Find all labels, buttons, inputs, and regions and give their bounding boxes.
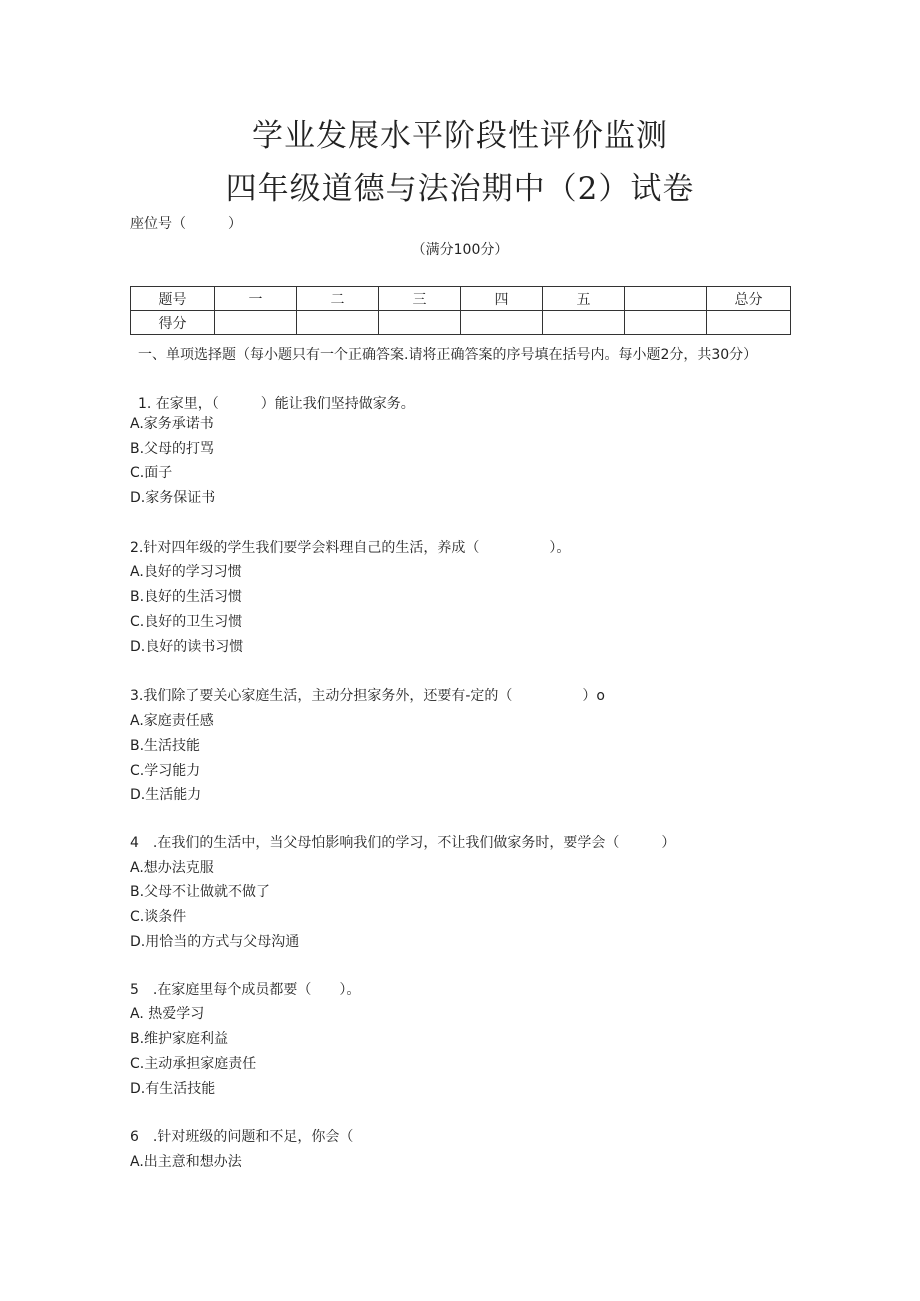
table-cell: 题号 — [131, 287, 215, 311]
question-text: 1. 在家里，（ ）能让我们坚持做家务。 — [138, 396, 415, 412]
exam-title: 学业发展水平阶段性评价监测 — [252, 118, 668, 154]
seat-number: 座位号（ ） — [130, 216, 242, 232]
exam-subtitle: 四年级道德与法治期中（2）试卷 — [225, 171, 695, 207]
table-cell — [297, 311, 379, 335]
table-cell — [215, 311, 297, 335]
table-cell: 二 — [297, 287, 379, 311]
table-cell — [625, 311, 707, 335]
question-text: 3.我们除了要关心家庭生活，主动分担家务外，还要有-定的（ ）o — [130, 688, 605, 704]
table-cell — [625, 287, 707, 311]
score-table — [130, 286, 791, 335]
table-cell — [707, 311, 791, 335]
option-text: D.有生活技能 — [130, 1081, 216, 1097]
option-text: C.面子 — [130, 465, 173, 481]
option-text: C.良好的卫生习惯 — [130, 614, 243, 630]
option-text: D.良好的读书习惯 — [130, 639, 244, 655]
option-text: C.主动承担家庭责任 — [130, 1056, 257, 1072]
option-text: C.谈条件 — [130, 909, 187, 925]
option-text: B.维护家庭利益 — [130, 1031, 229, 1047]
option-text: D.家务保证书 — [130, 490, 216, 506]
option-text: D.生活能力 — [130, 787, 202, 803]
option-text: D.用恰当的方式与父母沟通 — [130, 934, 300, 950]
option-text: A.家庭责任感 — [130, 713, 214, 729]
option-text: A.出主意和想办法 — [130, 1154, 242, 1170]
table-cell: 一 — [215, 287, 297, 311]
table-cell: 总分 — [707, 287, 791, 311]
option-text: A. 热爱学习 — [130, 1006, 205, 1022]
option-text: B.生活技能 — [130, 738, 201, 754]
table-cell — [379, 311, 461, 335]
option-text: B.父母的打骂 — [130, 441, 215, 457]
table-cell: 得分 — [131, 311, 215, 335]
option-text: B.良好的生活习惯 — [130, 589, 243, 605]
question-text: 5 .在家庭里每个成员都要（ ）。 — [130, 982, 361, 998]
question-text: 2.针对四年级的学生我们要学会料理自己的生活，养成（ ）。 — [130, 540, 571, 556]
table-cell: 五 — [543, 287, 625, 311]
option-text: C.学习能力 — [130, 763, 201, 779]
question-text: 6 .针对班级的问题和不足，你会（ — [130, 1129, 354, 1145]
option-text: A.想办法克服 — [130, 860, 214, 876]
question-text: 4 .在我们的生活中，当父母怕影响我们的学习，不让我们做家务时，要学会（ ） — [130, 835, 676, 851]
full-score: （满分100分） — [411, 242, 509, 258]
option-text: B.父母不让做就不做了 — [130, 884, 271, 900]
option-text: A.良好的学习习惯 — [130, 564, 242, 580]
table-cell: 三 — [379, 287, 461, 311]
option-text: A.家务承诺书 — [130, 416, 214, 432]
score-table-header-row — [131, 287, 791, 311]
table-cell — [461, 311, 543, 335]
table-cell: 四 — [461, 287, 543, 311]
section-heading: 一、单项选择题（每小题只有一个正确答案.请将正确答案的序号填在括号内。每小题2分，共30分） — [138, 347, 758, 363]
table-cell — [543, 311, 625, 335]
score-table-score-row — [131, 311, 791, 335]
